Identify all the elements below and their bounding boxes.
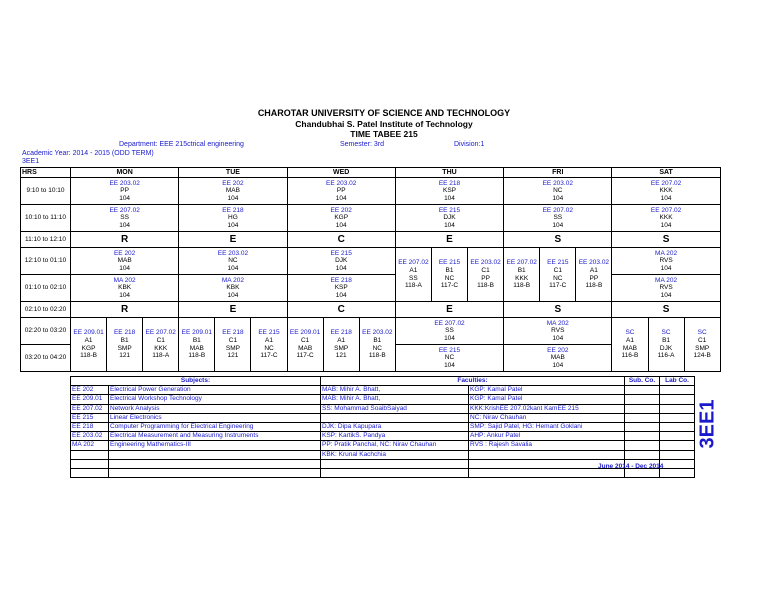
lab-cell-thu <box>431 248 467 302</box>
subject-cell <box>625 404 660 413</box>
cell-line: EE 218 <box>113 329 136 337</box>
subject-cell <box>625 441 660 450</box>
cell-line: 104 <box>552 221 564 229</box>
cell-line: EE 202 <box>113 249 136 257</box>
cell-line: SS <box>120 214 129 222</box>
cell-line: 121 <box>227 352 239 360</box>
cell-line: RVS <box>659 257 673 265</box>
cell-line: MAB <box>622 344 638 352</box>
cell-line: A1 <box>337 336 346 344</box>
cell-line: 104 <box>552 334 564 342</box>
time-slot: 01:10 to 02:10 <box>21 275 71 302</box>
cell-line: EE 207.02 <box>145 329 176 337</box>
subject-cell: EE 203.02 <box>71 432 109 441</box>
lecture-cell-fri <box>504 178 612 205</box>
lab-cell-wed <box>359 318 395 372</box>
term-footer: June 2014 - Dec 2014 <box>598 463 664 470</box>
cell-line: 104 <box>660 194 672 202</box>
subject-cell <box>321 468 469 477</box>
day-thu: THU <box>395 168 503 178</box>
subject-cell: EE 218 <box>71 423 109 432</box>
lecture-cell-thu <box>395 318 503 345</box>
cell-line: EE 209.01 <box>73 329 104 337</box>
subject-cell: Linear Electronics <box>109 413 321 422</box>
cell-line: 118-B <box>513 282 531 290</box>
subject-cell <box>71 459 109 468</box>
subject-cell: RVS : Rajesh Savalia <box>469 441 625 450</box>
lecture-cell-wed <box>287 205 395 232</box>
cell-line: NC <box>444 274 455 282</box>
cell-line: EE 218 <box>330 329 352 337</box>
subject-cell <box>321 413 469 422</box>
lecture-cell-tue <box>179 275 287 302</box>
time-slot: 12:10 to 01:10 <box>21 248 71 275</box>
lecture-cell-thu <box>395 178 503 205</box>
lab-cell-wed <box>287 318 323 372</box>
lab-cell-mon <box>143 318 179 372</box>
cell-line: 104 <box>552 361 564 369</box>
cell-line: EE 215 <box>547 259 569 267</box>
subject-cell: MAB: Mihir A. Bhatt, <box>321 386 469 395</box>
semester-label: Semester: 3rd <box>340 141 384 148</box>
division-label: Division:1 <box>454 141 485 148</box>
cell-line: PP <box>481 274 490 282</box>
cell-line: A1 <box>409 266 418 274</box>
lecture-cell-mon <box>71 248 179 275</box>
lecture-cell-tue <box>179 248 287 275</box>
lab-cell-thu <box>395 248 431 302</box>
cell-line: 104 <box>444 334 455 342</box>
subject-cell <box>469 450 625 459</box>
lecture-cell-sat <box>612 275 720 302</box>
cell-line: MA 202 <box>221 276 244 284</box>
lecture-cell-mon <box>71 275 179 302</box>
cell-line: C1 <box>481 266 490 274</box>
subject-cell: Network Analysis <box>109 404 321 413</box>
subject-cell <box>660 413 695 422</box>
subject-cell: KSP: KartikS. Pandya <box>321 432 469 441</box>
cell-line: SMP <box>695 344 710 352</box>
cell-line: SC <box>625 329 635 337</box>
cell-line: EE 215 <box>438 206 461 214</box>
cell-line: KKK <box>659 214 673 222</box>
cell-line: SS <box>409 274 418 282</box>
cell-line: 104 <box>119 264 131 272</box>
lecture-cell-wed <box>287 275 395 302</box>
cell-line: MAB <box>225 187 240 195</box>
subject-cell: SS: Mohammad SoaibSaiyad <box>321 404 469 413</box>
break-letter: R <box>71 302 179 318</box>
time-slot: 9:10 to 10:10 <box>21 178 71 205</box>
break-letter: C <box>287 302 395 318</box>
timetable <box>20 167 721 372</box>
time-slot: 11:10 to 12:10 <box>21 232 71 248</box>
day-tue: TUE <box>179 168 287 178</box>
subject-cell: KGP: Kamal Patel <box>469 386 625 395</box>
cell-line: MA 202 <box>113 276 136 284</box>
lab-cell-sat <box>648 318 684 372</box>
cell-line: C1 <box>228 336 238 344</box>
day-mon: MON <box>71 168 179 178</box>
cell-line: KSP <box>334 284 348 292</box>
cell-line: EE 215 <box>258 329 280 337</box>
break-letter: E <box>179 232 287 248</box>
cell-line: 117-C <box>549 282 567 290</box>
subject-row <box>71 450 695 459</box>
subject-cell: KKK:KrishEE 207.02kant KamEE 215 <box>469 404 625 413</box>
cell-line: EE 207.02 <box>542 206 573 214</box>
cell-line: MAB <box>550 354 565 362</box>
cell-line: 104 <box>335 194 347 202</box>
cell-line: 118-B <box>585 282 603 290</box>
side-label-text: 3EE1 <box>696 399 719 449</box>
subject-cell <box>660 450 695 459</box>
cell-line: MA 202 <box>655 249 678 257</box>
cell-line: EE 209.01 <box>289 329 321 337</box>
cell-line: EE 207.02 <box>434 319 465 327</box>
subject-cell <box>660 468 695 477</box>
cell-line: EE 203.02 <box>542 179 573 187</box>
cell-line: 104 <box>227 221 239 229</box>
subco-header: Sub. Co. <box>625 377 660 386</box>
lecture-cell-fri <box>504 205 612 232</box>
cell-line: 118-B <box>188 352 206 360</box>
subject-row <box>71 413 695 422</box>
faculties-header: Faculties: <box>321 377 625 386</box>
subject-cell <box>625 413 660 422</box>
cell-line: B1 <box>192 336 201 344</box>
cell-line: EE 215 <box>438 259 461 267</box>
cell-line: 104 <box>660 221 672 229</box>
cell-line: MAB <box>298 344 313 352</box>
cell-line: B1 <box>445 266 454 274</box>
cell-line: KGP <box>81 344 96 352</box>
cell-line: C1 <box>698 336 707 344</box>
cell-line: PP <box>336 187 346 195</box>
subject-cell <box>625 450 660 459</box>
lab-cell-tue <box>215 318 251 372</box>
cell-line: SC <box>697 329 707 337</box>
cell-line: B1 <box>373 336 382 344</box>
lab-cell-sat <box>612 318 648 372</box>
lab-cell-mon <box>107 318 143 372</box>
cell-line: EE 203.02 <box>470 259 501 267</box>
cell-line: EE 203.02 <box>362 329 393 337</box>
lecture-cell-thu <box>395 205 503 232</box>
lab-cell-tue <box>251 318 287 372</box>
lecture-cell-tue <box>179 205 287 232</box>
cell-line: EE 203.02 <box>578 259 610 267</box>
cell-line: 104 <box>660 291 672 299</box>
cell-line: KSP <box>442 187 456 195</box>
lab-cell-thu <box>468 248 504 302</box>
lab-cell-wed <box>323 318 359 372</box>
break-letter: E <box>179 302 287 318</box>
subject-cell: SMP: Sajid Patel, HG: Hemant Goklani <box>469 423 625 432</box>
subject-cell <box>660 423 695 432</box>
cell-line: EE 207.02 <box>109 206 140 214</box>
cell-line: EE 202 <box>330 206 352 214</box>
cell-line: NC <box>444 354 455 362</box>
cell-line: EE 215 <box>438 346 461 354</box>
subject-cell <box>109 450 321 459</box>
cell-line: EE 202 <box>222 179 244 187</box>
class-label: 3EE1 <box>22 158 40 165</box>
cell-line: C1 <box>553 266 562 274</box>
subject-cell: EE 209.01 <box>71 395 109 404</box>
time-slot: 03:20 to 04:20 <box>21 345 71 372</box>
cell-line: SS <box>445 327 454 335</box>
cell-line: EE 203.02 <box>109 179 140 187</box>
cell-line: KKK <box>659 187 673 195</box>
subject-row <box>71 404 695 413</box>
university-name: CHAROTAR UNIVERSITY OF SCIENCE AND TECHNOLOGY <box>257 108 511 118</box>
cell-line: 104 <box>660 264 672 272</box>
cell-line: MA 202 <box>655 276 678 284</box>
cell-line: 118-B <box>80 352 97 360</box>
cell-line: 117-C <box>260 352 278 360</box>
cell-line: EE 203.02 <box>217 249 249 257</box>
lab-cell-fri <box>576 248 612 302</box>
cell-line: EE 209.01 <box>181 329 212 337</box>
cell-line: EE 215 <box>330 249 352 257</box>
cell-line: 116-B <box>621 352 639 360</box>
subject-cell: EE 202 <box>71 386 109 395</box>
cell-line: 104 <box>552 194 564 202</box>
cell-line: EE 207.02 <box>506 259 537 267</box>
cell-line: RVS <box>551 327 565 335</box>
lecture-cell-sat <box>612 248 720 275</box>
lecture-cell-thu <box>395 345 503 372</box>
subject-cell <box>660 404 695 413</box>
break-letter: R <box>71 232 179 248</box>
subject-row <box>71 395 695 404</box>
break-letter: E <box>395 232 503 248</box>
lab-cell-sat <box>684 318 720 372</box>
lecture-cell-mon <box>71 178 179 205</box>
class-side-label <box>694 392 722 456</box>
cell-line: 104 <box>335 291 347 299</box>
subject-row <box>71 432 695 441</box>
break-letter: S <box>504 302 612 318</box>
subject-cell <box>109 459 321 468</box>
cell-line: A1 <box>589 266 598 274</box>
subjects-header: Subjects: <box>71 377 321 386</box>
subject-cell <box>660 459 695 468</box>
cell-line: EE 207.02 <box>650 179 682 187</box>
lecture-cell-sat <box>612 205 720 232</box>
cell-line: KBK <box>226 284 240 292</box>
subject-cell: EE 215 <box>71 413 109 422</box>
subject-cell <box>321 459 469 468</box>
subject-cell: NC: Nirav Chauhan <box>469 413 625 422</box>
cell-line: DJK <box>443 214 456 222</box>
lecture-cell-wed <box>287 248 395 275</box>
cell-line: MAB <box>117 257 132 265</box>
cell-line: B1 <box>662 336 671 344</box>
subject-cell <box>625 423 660 432</box>
cell-line: 121 <box>335 352 347 360</box>
cell-line: NC <box>264 344 274 352</box>
cell-line: EE 218 <box>222 206 244 214</box>
subject-cell <box>71 468 109 477</box>
subject-cell: EE 207.02 <box>71 404 109 413</box>
cell-line: 104 <box>227 194 239 202</box>
subject-row <box>71 386 695 395</box>
lecture-cell-fri <box>504 345 612 372</box>
subject-cell <box>660 386 695 395</box>
cell-line: DJK <box>335 257 348 265</box>
day-sat: SAT <box>612 168 720 178</box>
cell-line: A1 <box>625 336 634 344</box>
subject-cell: KGP: Kamal Patel <box>469 395 625 404</box>
cell-line: EE 218 <box>330 276 352 284</box>
lecture-cell-mon <box>71 205 179 232</box>
cell-line: 121 <box>119 352 131 360</box>
cell-line: PP <box>120 187 129 195</box>
subject-cell: Computer Programming for Electrical Engineering <box>109 423 321 432</box>
cell-line: KKK <box>154 344 168 352</box>
subject-cell: DJK: Dipa Kapupara <box>321 423 469 432</box>
cell-line: 104 <box>119 194 131 202</box>
cell-line: KGP <box>334 214 349 222</box>
subject-cell <box>109 468 321 477</box>
cell-line: EE 202 <box>547 346 569 354</box>
cell-line: EE 207.02 <box>398 259 429 267</box>
cell-line: 117-C <box>296 352 314 360</box>
cell-line: SMP <box>225 344 240 352</box>
cell-line: NC <box>228 257 238 265</box>
day-wed: WED <box>287 168 395 178</box>
break-letter: S <box>612 302 720 318</box>
cell-line: 104 <box>227 291 239 299</box>
cell-line: RVS <box>659 284 673 292</box>
cell-line: MA 202 <box>546 319 569 327</box>
subject-cell: Electrical Power Generation <box>109 386 321 395</box>
subject-row <box>71 441 695 450</box>
subject-cell <box>660 395 695 404</box>
cell-line: EE 203.02 <box>326 179 357 187</box>
subject-row <box>71 423 695 432</box>
lab-cell-fri <box>504 248 540 302</box>
time-slot: 02:10 to 02:20 <box>21 302 71 318</box>
cell-line: 104 <box>444 221 455 229</box>
cell-line: NC <box>372 344 382 352</box>
cell-line: 104 <box>444 361 455 369</box>
cell-line: 104 <box>227 264 239 272</box>
cell-line: KBK <box>118 284 132 292</box>
academic-year-label: Academic Year: 2014 - 2015 (ODD TERM) <box>22 150 154 157</box>
break-letter: S <box>504 232 612 248</box>
cell-line: 118-A <box>152 352 170 360</box>
cell-line: 104 <box>335 264 347 272</box>
cell-line: 117-C <box>440 282 459 290</box>
cell-line: B1 <box>517 266 526 274</box>
cell-line: 116-A <box>657 352 675 360</box>
cell-line: MAB <box>189 344 204 352</box>
cell-line: PP <box>589 274 599 282</box>
time-slot: 10:10 to 11:10 <box>21 205 71 232</box>
cell-line: HG <box>228 214 238 222</box>
subject-cell <box>71 450 109 459</box>
cell-line: 118-A <box>404 282 422 290</box>
day-fri: FRI <box>504 168 612 178</box>
subject-cell <box>660 432 695 441</box>
cell-line: SS <box>553 214 563 222</box>
cell-line: A1 <box>84 336 93 344</box>
subject-cell <box>625 395 660 404</box>
cell-line: EE 218 <box>438 179 461 187</box>
labco-header: Lab Co. <box>660 377 695 386</box>
subject-cell: MA 202 <box>71 441 109 450</box>
cell-line: EE 218 <box>222 329 244 337</box>
cell-line: 118-B <box>368 352 386 360</box>
lab-cell-fri <box>540 248 576 302</box>
cell-line: EE 207.02 <box>650 206 682 214</box>
cell-line: 104 <box>444 194 455 202</box>
subject-cell <box>625 386 660 395</box>
break-letter: S <box>612 232 720 248</box>
hrs-header: HRS <box>21 168 71 178</box>
lecture-cell-fri <box>504 318 612 345</box>
lab-cell-tue <box>179 318 215 372</box>
subject-cell: Electrical Measurement and Measuring Instruments <box>109 432 321 441</box>
cell-line: KKK <box>515 274 529 282</box>
institute-name: Chandubhai S. Patel Institute of Technology <box>295 119 473 129</box>
cell-line: 104 <box>119 221 131 229</box>
subject-cell: KBK: Krunal Kachchia <box>321 450 469 459</box>
lecture-cell-sat <box>612 178 720 205</box>
cell-line: 118-B <box>477 282 495 290</box>
cell-line: C1 <box>156 336 165 344</box>
lecture-cell-tue <box>179 178 287 205</box>
department-label: Department: EEE 215ctrical engineering <box>119 141 244 148</box>
timetable-title: TIME TABEE 215 <box>350 129 418 139</box>
lab-cell-mon <box>71 318 107 372</box>
cell-line: C1 <box>300 336 310 344</box>
subject-cell <box>625 432 660 441</box>
cell-line: SMP <box>334 344 349 352</box>
cell-line: SC <box>661 329 671 337</box>
cell-line: 104 <box>119 291 131 299</box>
cell-line: DJK <box>659 344 673 352</box>
cell-line: 124-B <box>693 352 711 360</box>
subject-cell <box>660 441 695 450</box>
cell-line: A1 <box>265 336 273 344</box>
subject-cell: Electrical Workshop Technology <box>109 395 321 404</box>
cell-line: B1 <box>120 336 129 344</box>
subject-cell: Engineering Mathematics-III <box>109 441 321 450</box>
time-slot: 02:20 to 03:20 <box>21 318 71 345</box>
subject-cell: AHP: Ankur Patel <box>469 432 625 441</box>
cell-line: 104 <box>335 221 347 229</box>
subject-cell: MAB: Mihir A. Bhatt, <box>321 395 469 404</box>
lecture-cell-wed <box>287 178 395 205</box>
subject-cell: PP: Pratik Panchal, NC: Nirav Chauhan <box>321 441 469 450</box>
cell-line: NC <box>553 187 563 195</box>
break-letter: C <box>287 232 395 248</box>
cell-line: NC <box>553 274 563 282</box>
break-letter: E <box>395 302 503 318</box>
cell-line: SMP <box>117 344 132 352</box>
